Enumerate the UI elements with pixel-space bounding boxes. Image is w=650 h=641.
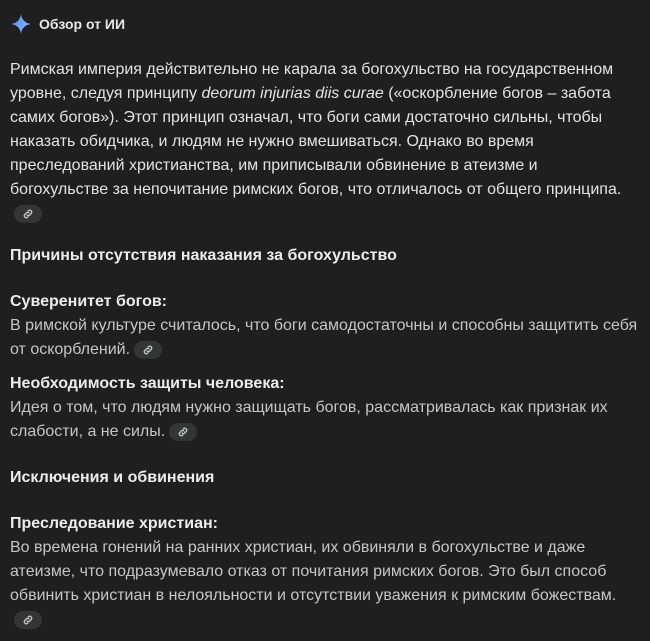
- item-body-persecution: [10, 536, 638, 632]
- item-title-persecution: Преследование христиан:: [10, 515, 218, 532]
- link-icon: [142, 344, 154, 356]
- ai-overview-title: Обзор от ИИ: [39, 16, 126, 32]
- ai-overview-header: [10, 14, 638, 34]
- link-icon: [177, 426, 189, 438]
- item-title-protection: Необходимость защиты человека:: [10, 375, 285, 392]
- item-body-protection: [10, 396, 638, 444]
- item-body-sovereignty-text: В римской культуре считалось, что боги самодостаточны и способны защитить себя от оскорблений.: [10, 317, 638, 358]
- item-title-sovereignty: Суверенитет богов:: [10, 293, 167, 310]
- intro-paragraph: [10, 58, 638, 226]
- source-link-button[interactable]: [169, 423, 197, 441]
- source-link-button[interactable]: [14, 205, 42, 223]
- intro-text-start: Римская империя действительно не карала за богохульство на государственном уровне, следуя принципу: [10, 61, 614, 102]
- intro-latin-phrase: deorum injurias diis curae: [201, 85, 384, 102]
- sparkle-icon: [10, 13, 32, 35]
- source-link-button[interactable]: [14, 611, 42, 629]
- item-body-protection-text: Идея о том, что людям нужно защищать богов, рассматривалась как признак их слабости, а не силы.: [10, 399, 608, 440]
- link-icon: [22, 614, 34, 626]
- item-body-persecution-text: Во времена гонений на ранних христиан, их обвиняли в богохульстве и даже атеизме, что подразумевало отказ от почитания римских богов. Это был способ обвинить христиан в нелояльности и отсутствии уважения к римским божествам.: [10, 539, 617, 604]
- item-body-sovereignty: [10, 314, 638, 362]
- section-title-reasons: Причины отсутствия наказания за богохульство: [10, 247, 397, 264]
- section-title-exceptions: Исключения и обвинения: [10, 469, 215, 486]
- source-link-button[interactable]: [134, 341, 162, 359]
- link-icon: [22, 208, 34, 220]
- intro-text-end: («оскорбление богов – забота самих богов»). Этот принцип означал, что боги сами достаточно сильны, чтобы наказать обидчика, и людям не нужно вмешиваться. Однако во время преследований христианства, им приписывали обвинение в атеизме и богохульстве за непочитание римских богов, что отличалось от общего принципа.: [10, 85, 622, 198]
